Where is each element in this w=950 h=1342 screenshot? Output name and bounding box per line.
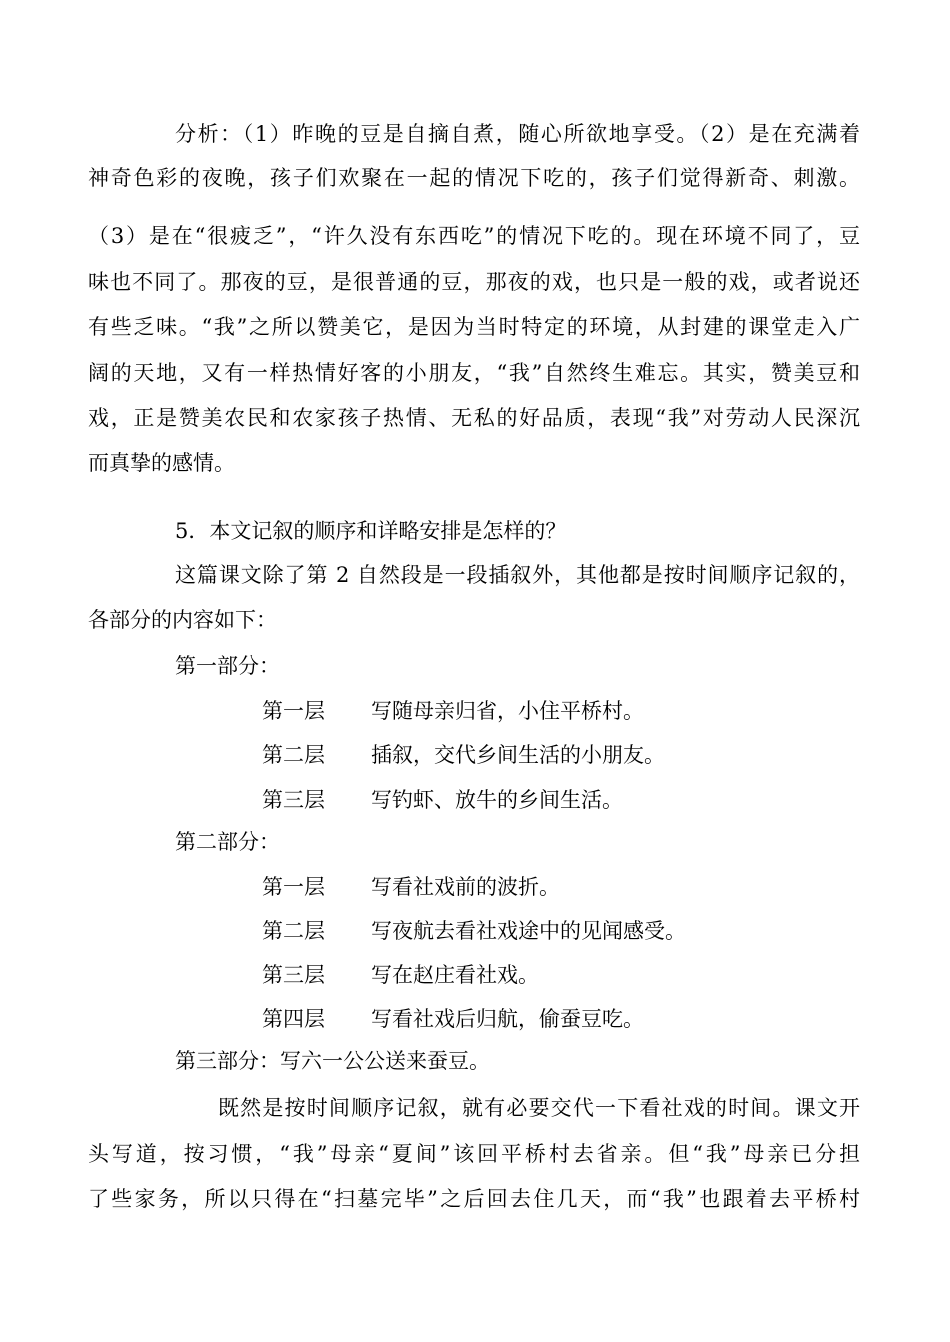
analysis-line: 戏，正是赞美农民和农家孩子热情、无私的好品质，表现“我”对劳动人民深沉 bbox=[88, 406, 860, 430]
part-label: 第三部分：写六一公公送来蚕豆。 bbox=[175, 1049, 490, 1073]
analysis-line: 神奇色彩的夜晚，孩子们欢聚在一起的情况下吃的，孩子们觉得新奇、刺激。 bbox=[88, 166, 860, 190]
closing-line: 头写道，按习惯，“我”母亲“夏间”该回平桥村去省亲。但“我”母亲已分担 bbox=[88, 1142, 860, 1166]
layer-text: 插叙，交代乡间生活的小朋友。 bbox=[371, 743, 665, 767]
layer-name: 第一层 bbox=[262, 875, 325, 899]
question-intro: 这篇课文除了第 2 自然段是一段插叙外，其他都是按时间顺序记叙的， bbox=[175, 563, 860, 587]
layer-text: 写夜航去看社戏途中的见闻感受。 bbox=[371, 919, 686, 943]
layer-text: 写看社戏前的波折。 bbox=[371, 875, 560, 899]
analysis-line: 分析：（1）昨晚的豆是自摘自煮，随心所欲地享受。（2）是在充满着 bbox=[175, 122, 860, 146]
layer-name: 第二层 bbox=[262, 743, 325, 767]
layer-text: 写在赵庄看社戏。 bbox=[371, 963, 539, 987]
question-intro: 各部分的内容如下： bbox=[88, 608, 277, 632]
layer-name: 第一层 bbox=[262, 699, 325, 723]
layer-text: 写看社戏后归航，偷蚕豆吃。 bbox=[371, 1007, 644, 1031]
question-title: 5．本文记叙的顺序和详略安排是怎样的？ bbox=[175, 519, 567, 543]
part-label: 第一部分： bbox=[175, 654, 280, 678]
layer-name: 第三层 bbox=[262, 788, 325, 812]
analysis-line: 阔的天地，又有一样热情好客的小朋友，“我”自然终生难忘。其实，赞美豆和 bbox=[88, 361, 860, 385]
layer-text: 写随母亲归省，小住平桥村。 bbox=[371, 699, 644, 723]
closing-line: 既然是按时间顺序记叙，就有必要交代一下看社戏的时间。课文开 bbox=[218, 1096, 860, 1120]
layer-name: 第四层 bbox=[262, 1007, 325, 1031]
layer-name: 第三层 bbox=[262, 963, 325, 987]
analysis-line: 有些乏味。“我”之所以赞美它，是因为当时特定的环境，从封建的课堂走入广 bbox=[88, 315, 860, 339]
analysis-line: 而真挚的感情。 bbox=[88, 451, 235, 475]
closing-line: 了些家务，所以只得在“扫墓完毕”之后回去住几天，而“我”也跟着去平桥村 bbox=[88, 1187, 860, 1211]
layer-name: 第二层 bbox=[262, 919, 325, 943]
analysis-line: 味也不同了。那夜的豆，是很普通的豆，那夜的戏，也只是一般的戏，或者说还 bbox=[88, 270, 860, 294]
part-label: 第二部分： bbox=[175, 830, 280, 854]
analysis-line: （3）是在“很疲乏”，“许久没有东西吃”的情况下吃的。现在环境不同了，豆 bbox=[88, 224, 860, 248]
layer-text: 写钓虾、放牛的乡间生活。 bbox=[371, 788, 623, 812]
